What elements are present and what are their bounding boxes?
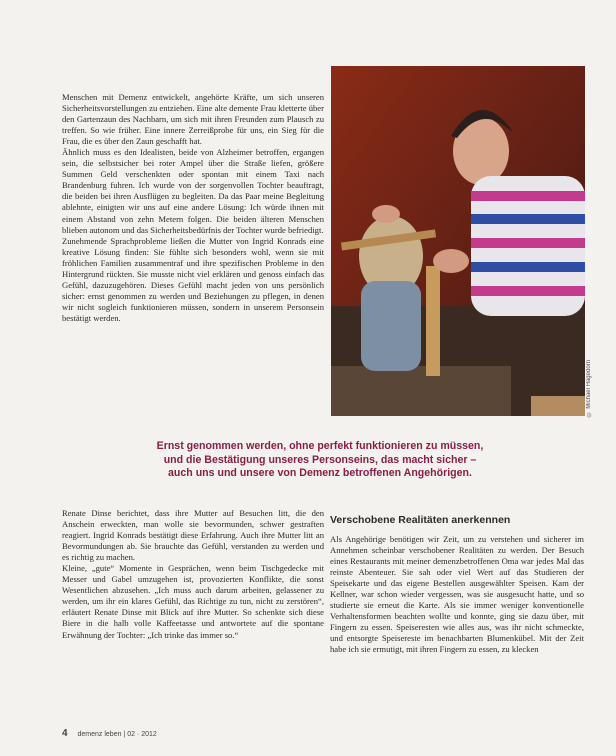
text-column-top [62, 92, 324, 324]
paragraph: Renate Dinse berichtet, dass ihre Mutter auf Besuchen litt, die den Anschein erweckten, man wolle sie bevormunden, schwer gestraften reagiert. Ingrid Konrads bestätigt diese Erfahrung. Auch ihre Mutter litt an Bevormundungen ab. Sie brauchte das Gefühl, verstanden zu werden und es richtig zu machen. [62, 508, 324, 563]
page-footer [62, 728, 157, 739]
text-column-bottom-left [62, 508, 324, 641]
pull-quote-line: Ernst genommen werden, ohne perfekt funktionieren zu müssen, [156, 440, 484, 452]
pull-quote-line: und die Bestätigung unseres Personseins, das macht sicher – [163, 453, 477, 466]
pull-quote [100, 440, 540, 481]
section-heading: Verschobene Realitäten anerkennen [330, 514, 511, 526]
paragraph: Zunehmende Sprachprobleme ließen die Mutter von Ingrid Konrads eine kreative Lösung finden: Sie fühlte sich besonders wohl, wenn sie mit fröhlichen Familien zusammentraf und ihre spezifischen Probleme in den Hintergrund rückten. Sie musste nicht viel erklären und genoss einfach das Gefühl, dazuzugehören. Dieses Gefühl macht jeden von uns persönlich sicher: ernst genommen zu werden und Beziehungen zu pflegen, in denen wir nicht sogleich funktionieren müssen, sondern in unserem Personsein bestätigt werden. [62, 235, 324, 323]
publication-name: demenz leben | 02 · 2012 [77, 731, 157, 738]
paragraph: Kleine, „gute“ Momente in Gesprächen, wenn beim Tischgedecke mit Messer und Gabel umzugehen ist, provozierten Konflikte, die sonst Wesentlichen abzusehen. „Ich muss auch darum arbeiten, gelassener zu werden, um ihr ein klares Gefühl, das Richtige zu tun, nicht zu zerstören“, erläutert Renate Dinse mit Blick auf ihre Mutter. So schenkte sich diese Biere in die halb volle Kaffeetasse und antwortete auf die spontane Erwähnung der Tochter: „Ich trinke das immer so.“ [62, 563, 324, 640]
paragraph: Als Angehörige benötigen wir Zeit, um zu verstehen und sicherer im Annehmen scheinbar verschobener Realitäten zu werden. Der Besuch eines Restaurants mit meiner demenzbetroffenen Oma war jedes Mal das reinste Abenteuer. Sie sah oder viel Wert auf das Studieren der Speisekarte und das eigene Bestellen ausgewählter Speisen. Kam der Kellner, war schon wieder vergessen, was sie ausgesucht hatte, und so studierte sie erneut die Karte. Als sie immer weniger konventionelle Verhaltensformen beachten wollte und konnte, ging sie dazu über, mit Fingern zu essen. Speiseresten wie alles aus, was ihr nicht schmeckte, und entsorgte Speisereste im benachbarten Blumenkübel. Mit der Zeit habe ich sie ermutigt, mit ihren Fingern zu essen, zu klecken [330, 534, 584, 655]
paragraph: Menschen mit Demenz entwickelt, angehörte Kräfte, um sich unseren Sicherheitsvorstellungen zu entziehen. Eine alte demente Frau kletterte über den Gartenzaun des Nachbarn, um sich mit ihren Freunden zum Plausch zu treffen. So wie früher. Eine innere Zerreißprobe für uns, ein Sieg für die Frau, die es über den Zaun geschafft hat. [62, 92, 324, 147]
paragraph: Ähnlich muss es den Idealisten, beide von Alzheimer betroffen, ergangen sein, die selbstsicher bei roter Ampel über die Straße liefen, größere Summen Geld verschenkten oder spontan mit einem Taxi nach Brandenburg fuhren. Ich wurde von der sorgenvollen Tochter beauftragt, die beiden bei ihren Ausflügen zu begleiten. Da das Paar meine Begleitung ablehnte, einigten wir uns auf eine andere Lösung: Ich würde ihnen mit einem Abstand von zehn Metern folgen. Die beiden älteren Menschen blieben autonom und das Sicherheitsbedürfnis der Tochter wurde befriedigt. [62, 147, 324, 235]
photo-credit: © Michael Hagedorn [586, 360, 592, 417]
text-column-bottom-right [330, 534, 584, 656]
photo-illustration [331, 66, 585, 416]
page-number: 4 [62, 728, 68, 739]
article-photo [331, 66, 585, 416]
pull-quote-line: auch uns und unsere von Demenz betroffenen Angehörigen. [168, 467, 472, 479]
